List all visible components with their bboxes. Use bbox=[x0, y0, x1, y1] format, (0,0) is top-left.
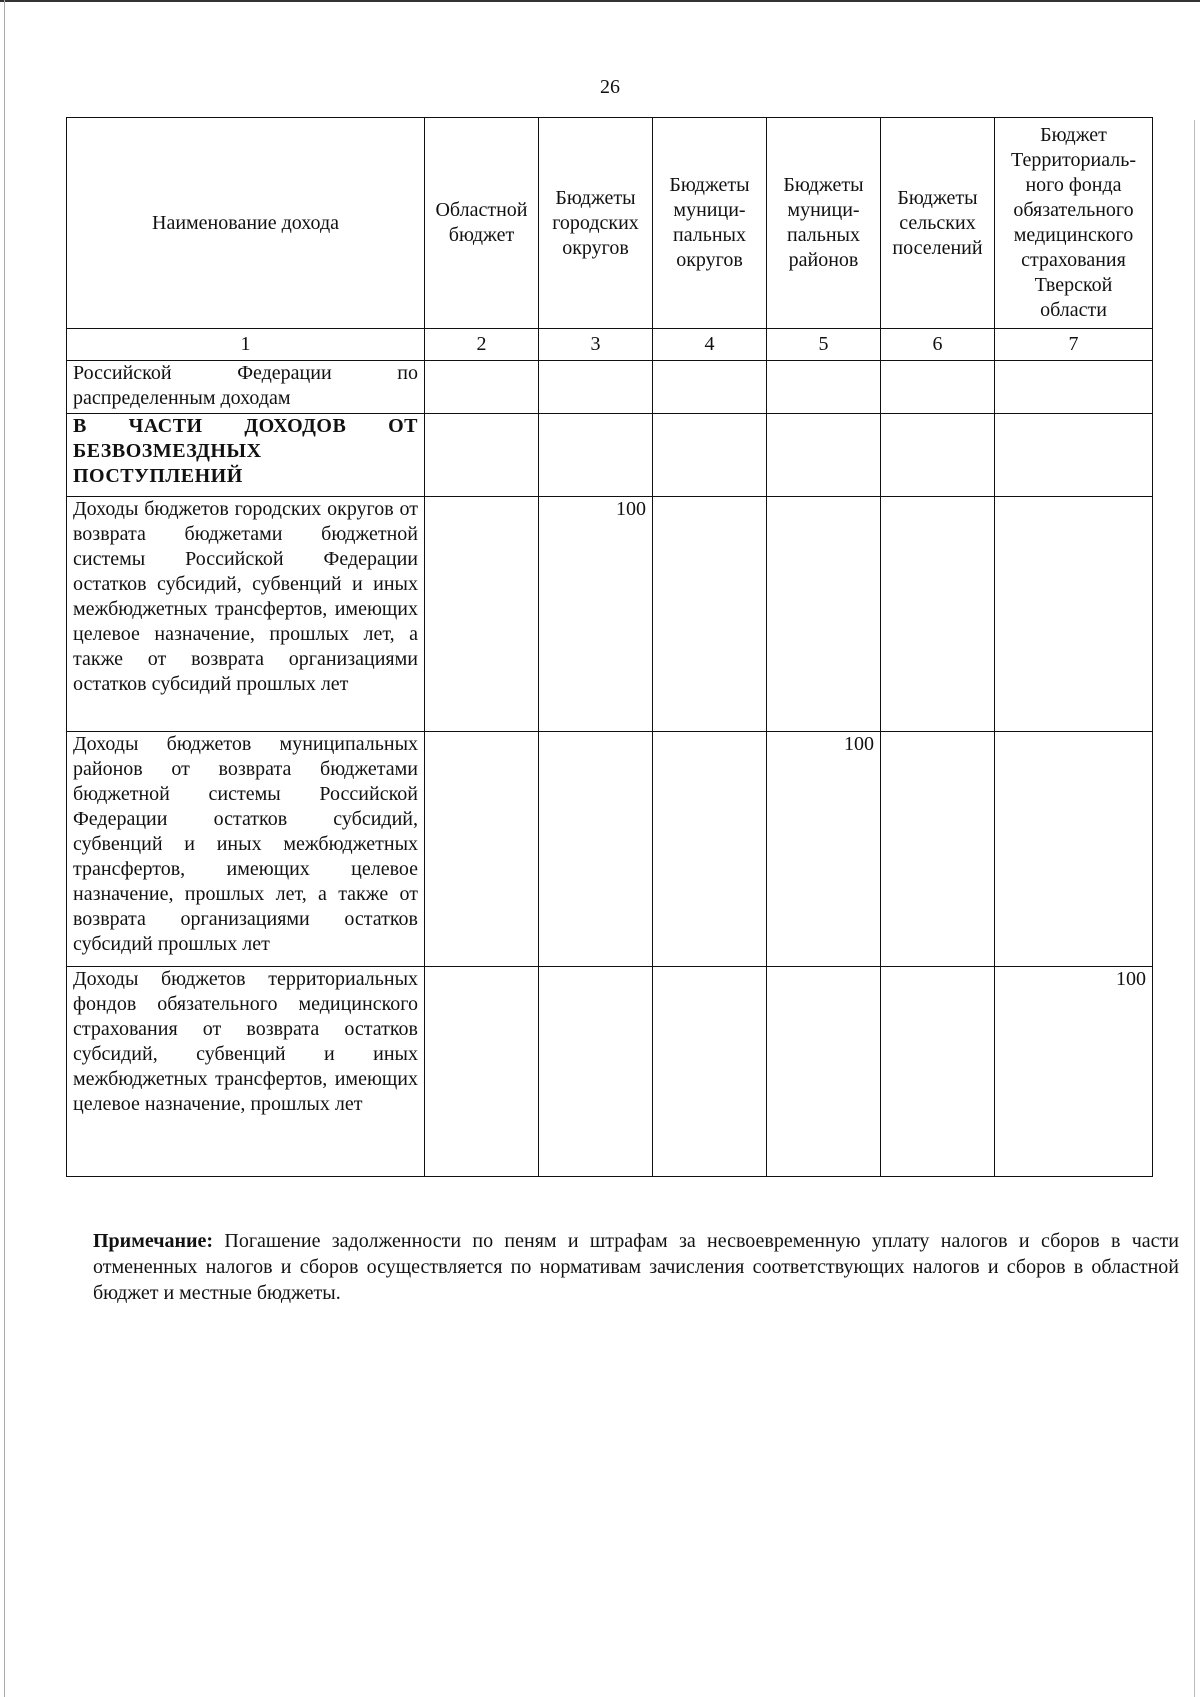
value-cell bbox=[653, 414, 767, 497]
value-cell bbox=[425, 361, 539, 414]
header-rural-settlement-budgets: Бюджеты сельских поселений bbox=[881, 118, 995, 329]
scan-border-top bbox=[0, 0, 1200, 2]
value-cell bbox=[653, 361, 767, 414]
header-municipal-district-budgets: Бюджеты муници-пальных округов bbox=[653, 118, 767, 329]
footnote-label: Примечание: bbox=[93, 1230, 214, 1252]
table-row bbox=[67, 361, 1153, 414]
header-regional-budget: Областной бюджет bbox=[425, 118, 539, 329]
value-cell bbox=[425, 414, 539, 497]
column-number: 5 bbox=[767, 329, 881, 361]
income-name-cell: Доходы бюджетов городских округов от возврата бюджетами бюджетной системы Российской Федерации остатков субсидий, субвенций и иных межбюджетных трансфертов, имеющих целевое назначение, прошлых лет, а также от возврата организациями остатков субсидий прошлых лет bbox=[67, 497, 425, 732]
income-name-cell: Доходы бюджетов муниципальных районов от возврата бюджетами бюджетной системы Российской Федерации остатков субсидий, субвенций и иных межбюджетных трансфертов, имеющих целевое назначение, прошлых лет, а также от возврата организациями остатков субсидий прошлых лет bbox=[67, 732, 425, 967]
column-number: 3 bbox=[539, 329, 653, 361]
section-heading-cell: В ЧАСТИ ДОХОДОВ ОТ БЕЗВОЗМЕЗДНЫХ ПОСТУПЛЕНИЙ bbox=[67, 414, 425, 497]
column-number: 6 bbox=[881, 329, 995, 361]
value-cell bbox=[995, 361, 1153, 414]
scan-border-left bbox=[4, 0, 5, 1697]
section-heading-row bbox=[67, 414, 1153, 497]
value-cell bbox=[653, 497, 767, 732]
value-cell bbox=[539, 967, 653, 1177]
value-cell bbox=[881, 361, 995, 414]
column-number: 2 bbox=[425, 329, 539, 361]
value-cell bbox=[653, 967, 767, 1177]
value-cell: 100 bbox=[539, 497, 653, 732]
footnote bbox=[93, 1228, 1179, 1306]
value-cell: 100 bbox=[767, 732, 881, 967]
table-header-row bbox=[67, 118, 1153, 329]
value-cell bbox=[539, 414, 653, 497]
value-cell bbox=[767, 967, 881, 1177]
header-municipal-area-budgets: Бюджеты муници-пальных районов bbox=[767, 118, 881, 329]
value-cell bbox=[539, 361, 653, 414]
value-cell bbox=[767, 361, 881, 414]
value-cell bbox=[881, 414, 995, 497]
table-row bbox=[67, 967, 1153, 1177]
value-cell bbox=[995, 497, 1153, 732]
page-number: 26 bbox=[600, 76, 620, 98]
column-number: 1 bbox=[67, 329, 425, 361]
value-cell: 100 bbox=[995, 967, 1153, 1177]
value-cell bbox=[425, 497, 539, 732]
income-distribution-table bbox=[66, 117, 1153, 1177]
header-health-insurance-fund-budget: Бюджет Территориаль-ного фонда обязательного медицинского страхования Тверской области bbox=[995, 118, 1153, 329]
value-cell bbox=[881, 967, 995, 1177]
column-number: 7 bbox=[995, 329, 1153, 361]
table-row bbox=[67, 732, 1153, 967]
header-urban-district-budgets: Бюджеты городских округов bbox=[539, 118, 653, 329]
column-number-row bbox=[67, 329, 1153, 361]
column-number: 4 bbox=[653, 329, 767, 361]
income-name-cell: Российской Федерации по распределенным доходам bbox=[67, 361, 425, 414]
value-cell bbox=[881, 732, 995, 967]
value-cell bbox=[767, 497, 881, 732]
value-cell bbox=[653, 732, 767, 967]
scan-border-right bbox=[1194, 120, 1195, 1697]
header-income-name: Наименование дохода bbox=[67, 118, 425, 329]
value-cell bbox=[539, 732, 653, 967]
value-cell bbox=[425, 732, 539, 967]
value-cell bbox=[995, 732, 1153, 967]
value-cell bbox=[425, 967, 539, 1177]
value-cell bbox=[881, 497, 995, 732]
value-cell bbox=[767, 414, 881, 497]
table-row bbox=[67, 497, 1153, 732]
income-name-cell: Доходы бюджетов территориальных фондов обязательного медицинского страхования от возврата остатков субсидий, субвенций и иных межбюджетных трансфертов, имеющих целевое назначение, прошлых лет bbox=[67, 967, 425, 1177]
footnote-text: Погашение задолженности по пеням и штрафам за несвоевременную уплату налогов и сборов в части отмененных налогов и сборов осуществляется по нормативам зачисления соответствующих налогов и сборов в областной бюджет и местные бюджеты. bbox=[93, 1230, 1179, 1304]
value-cell bbox=[995, 414, 1153, 497]
